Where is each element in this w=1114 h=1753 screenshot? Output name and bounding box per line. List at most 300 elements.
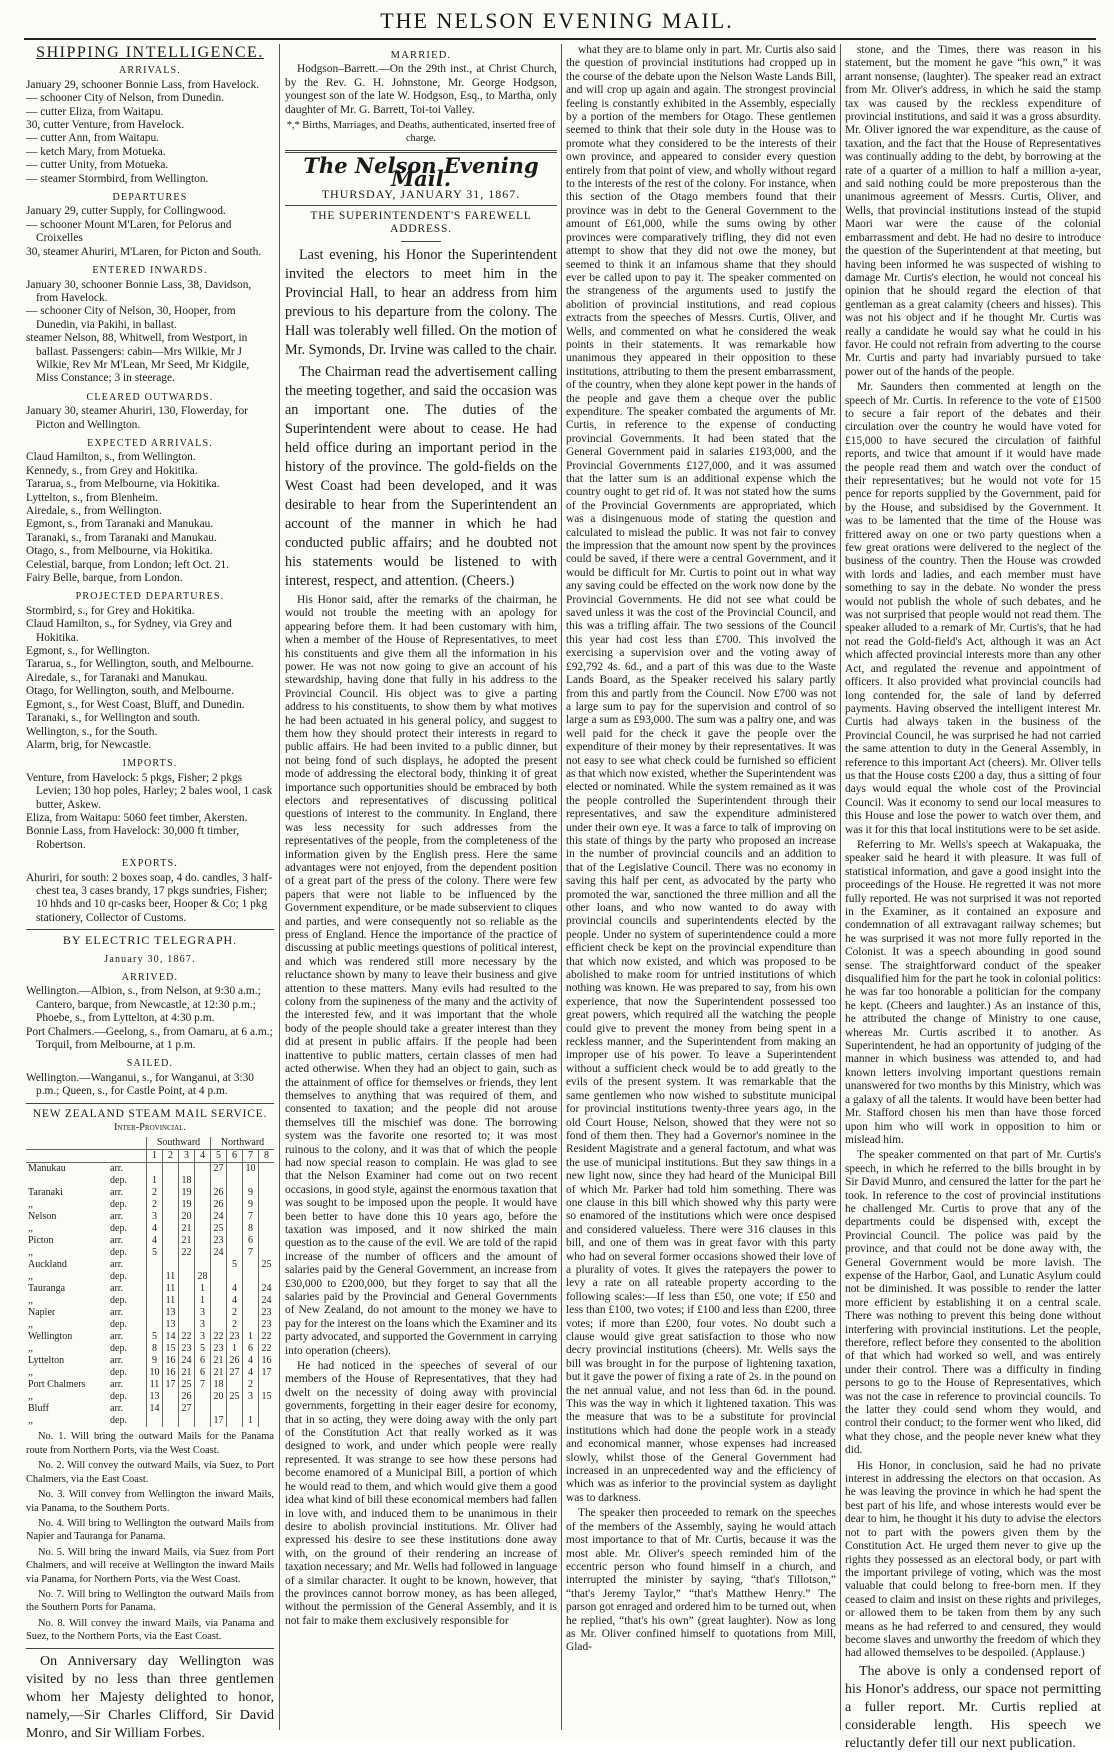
port-direction: arr. xyxy=(110,1259,124,1271)
timetable-cell xyxy=(243,1271,259,1283)
port-direction: dep. xyxy=(110,1343,127,1355)
list-item: Claud Hamilton, s., from Wellington. xyxy=(26,451,196,464)
timetable-cell: 4 xyxy=(147,1235,163,1247)
list-item: Taranaki, s., from Taranaki and Manukau. xyxy=(26,531,217,544)
list-item: — cutter Unity, from Motueka. xyxy=(26,159,169,172)
port-name: Auckland xyxy=(28,1259,67,1271)
port-direction: arr. xyxy=(110,1187,124,1199)
timetable-cell xyxy=(259,1403,275,1415)
timetable-cell: 8 xyxy=(243,1223,259,1235)
column-1 xyxy=(26,44,274,1741)
timetable-cell xyxy=(211,1175,227,1187)
timetable-cell: 1 xyxy=(147,1175,163,1187)
timetable-cell: 26 xyxy=(211,1187,227,1199)
timetable-cell: 4 xyxy=(243,1355,259,1367)
timetable-cell xyxy=(211,1259,227,1271)
timetable-cell xyxy=(259,1271,275,1283)
timetable-cell xyxy=(259,1187,275,1199)
timetable-cell xyxy=(259,1379,275,1391)
timetable-row xyxy=(26,1271,274,1283)
paragraph: The Chairman read the advertisement calling the meeting together, and said the occasion was an important one. The duties of the Superintendent were about to cease. He had held office during an important period in the history of the province. The gold-fields on the West Coast had been developed, and it was desirable to hear from the Superintendent an account of the manner in which he had conducted public affairs; and he doubted not his statements would be listened to with interest, respect, and attention. (Cheers.) xyxy=(285,363,557,589)
entered-heading: ENTERED INWARDS. xyxy=(92,265,208,277)
timetable-cell: 15 xyxy=(259,1391,275,1403)
cleared-heading: CLEARED OUTWARDS. xyxy=(86,391,214,403)
port-direction: dep. xyxy=(110,1391,127,1403)
list-item: — cutter Eliza, from Waitapu. xyxy=(26,105,164,118)
timetable-cell: 25 xyxy=(211,1223,227,1235)
exports-heading: EXPORTS. xyxy=(122,858,178,870)
timetable-cell: 19 xyxy=(179,1199,195,1211)
masthead: THE NELSON EVENING MAIL. xyxy=(380,8,734,33)
list-item: Otago, s., from Melbourne, via Hokitika. xyxy=(26,545,213,558)
exports-list xyxy=(26,872,274,926)
timetable-row xyxy=(26,1343,274,1355)
list-item: Celestial, barque, from London; left Oct. 21. xyxy=(26,558,230,571)
port-name: ,, xyxy=(28,1367,33,1379)
timetable-row xyxy=(26,1199,274,1211)
list-item: Bonnie Lass, from Havelock: 30,000 ft timber, Robertson. xyxy=(26,825,240,851)
column-divider xyxy=(840,44,841,1730)
timetable-cell xyxy=(259,1247,275,1259)
timetable-cell: 5 xyxy=(147,1331,163,1343)
timetable-row xyxy=(26,1367,274,1379)
timetable-row xyxy=(26,1211,274,1223)
list-item: Airedale, s., from Wellington. xyxy=(26,505,162,517)
timetable-cell: 10 xyxy=(243,1163,259,1176)
timetable-cell: 9 xyxy=(243,1199,259,1211)
timetable-cell: 22 xyxy=(259,1331,275,1343)
timetable-cell xyxy=(163,1187,179,1199)
timetable-cell: 3 xyxy=(195,1319,211,1331)
timetable-cell xyxy=(195,1199,211,1211)
mail-subheading: Inter-Provincial. xyxy=(113,1122,187,1134)
timetable-cell xyxy=(195,1223,211,1235)
port-name: ,, xyxy=(28,1199,33,1211)
arrivals-list xyxy=(26,79,274,186)
timetable-cell xyxy=(147,1283,163,1295)
timetable-cell xyxy=(227,1223,243,1235)
timetable-row xyxy=(26,1331,274,1343)
list-item: January 29, cutter Supply, for Collingwood. xyxy=(26,205,226,218)
article-body-col4 xyxy=(845,44,1101,1661)
timetable-cell xyxy=(195,1163,211,1176)
port-name: Nelson xyxy=(28,1211,57,1223)
timetable-cell xyxy=(211,1319,227,1331)
timetable-row xyxy=(26,1163,274,1176)
port-name: ,, xyxy=(28,1223,33,1235)
timetable-row xyxy=(26,1379,274,1391)
timetable-cell: 15 xyxy=(163,1343,179,1355)
port-name: Wellington xyxy=(28,1331,73,1343)
port-name: Taranaki xyxy=(28,1187,63,1199)
cleared-list xyxy=(26,405,274,432)
timetable-cell xyxy=(163,1211,179,1223)
timetable-cell: 2 xyxy=(227,1319,243,1331)
timetable-cell: 5 xyxy=(195,1343,211,1355)
port-name: Port Chalmers xyxy=(28,1379,86,1391)
port-direction: dep. xyxy=(110,1367,127,1379)
list-item: Wellington.—Albion, s., from Nelson, at 9:30 a.m.; Cantero, barque, from Newcastle, at 12:30 p.m.; Phoebe, s., from Lyttelton, at 4:30 p.m. xyxy=(26,985,261,1025)
timetable-cell xyxy=(195,1235,211,1247)
timetable-cell: 23 xyxy=(227,1331,243,1343)
port-direction: arr. xyxy=(110,1307,124,1319)
timetable-cell: 1 xyxy=(195,1295,211,1307)
list-item: Egmont, s., for Wellington. xyxy=(26,645,150,658)
timetable-cell xyxy=(227,1187,243,1199)
timetable-cell: 27 xyxy=(179,1403,195,1415)
timetable-cell xyxy=(163,1415,179,1427)
timetable-col-header: 6 xyxy=(227,1150,243,1163)
timetable-cell xyxy=(227,1247,243,1259)
paragraph: what they are to blame only in part. Mr. Curtis also said the question of provincial institutions had cropped up in the course of the debate upon the Nelson Waste Lands Bill, and will crop up again and again. The strongest provincial feeling is constantly exhibited in the Assembly, especially by a portion of the members for Otago. These gentlemen seemed to think that their sole duty in the House was to promote what they considered to be the interests of their own province, and appeared to consider every question entirely from that point of view, and wholly without regard to the interests of the rest of the colony. For instance, when this section of the Otago members found that their province was in debt to the General Government to the amount of £61,000, while the sums owing by other provinces were comparatively trifling, they did not even attempt to show that they did not owe the money, but seemed to think it an infamous shame that they should ever be called upon to pay it. The speaker commented on the strangeness of the arguments used to justify the abolition of provincial institutions, and read copious extracts from the speeches of Messrs. Curtis, Oliver, and Wells, and commented on what he considered the weak points in their statements. It was remarkable how unanimous they appeared in their opposition to these institutions, attributing to them the present embarrassment, of the country, when they alone kept power in the hands of the people and gave them a cheque over the public expenditure. The speaker combated the arguments of Mr. Curtis, in reference to the expense of conducting provincial Governments. It had been stated that the General Government paid in salaries £193,000, and the Provincial Governments £127,000, and it was assumed that the latter sum is an additional expense which the country ought to get rid of. It was not stated how the sums of the Provincial Governments are appropriated, which was a disingenuous mode of stating the question and calculated to mislead the public. It was not fair to convey the impression that the amount now spent by the provinces could be saved, if there were a central Government, and it would be difficult for Mr. Curtis to point out in what way any saving could be effected on the work now done by the Provincial Governments. He did not see what could be saved unless it was the cost of the Provincial Council, and this was a trifling affair. The two sessions of the Council this year had cost less than £700. This involved the exercising a supervision over and the voting away of £92,792 4s. 6d., and a part of this was due to the Waste Lands Board, as the Speaker received his salary partly from this and partly from the Council. Now £700 was not a large sum to pay for the supervision and control of so large a sum as £93,000. The sum was a paltry one, and was well paid for the check it gave the people over the expenditure of their money by their representatives. It was not easy to see what check could be furnished so efficient as that which now existed, whether the Superintendent was elected or nominated. While the system remained as it was the people controlled the Superintendent through their representatives, and saw the expenditure administered under their own eye. It was a farce to talk of improving on this state of things by the party who proposed an increase in the number of provincial councils and an addition to that of the Legislative Council. There was no economy in saving this half per cent, as advocated by the party who promoted the war, sanctioned the three million and all the other loans, and who now wanted to do away with provincial councils and superintendents elected by the people. Under no system of superintendence could a more efficient check be kept on the provincial expenditure than that which now existed, and which was proposed to be abolished to make room for untried institutions of which nothing was known. He was prepared to say, from his own experience, that now the Superintendent possessed too great powers, which required all the watching the people could give to prevent the money from being spent in a reckless manner, and the Superintendent from making an improper use of his power. To leave a Superintendent without a sufficient check would be to add greatly to the evils of the present system. It was remarkable that the same gentlemen who now wished to substitute municipal for provincial institutions twenty-three years ago, in the old Court House, Nelson, showed that they were not so fond of them then. They had a Governor's nominee in the Resident Magistrate and a general factotum, and what was the use of municipal institutions. But they saw things in a new light now, since they had heard of the Municipal Bill of which Mr. Parker had told him something. There was one clause in this bill which showed why this party were so enamored of the institutions which were once despised and considered valueless. There were 316 clauses in this bill, and one of them was in great favor with this party who had on several former occasions showed their love of a plurality of votes. It gives the ratepayers the power to levy a rate on all rateable property according to the following scales:—If less than £50, one vote; if £50 and less than £100, two votes; if £100 and less than £200, three votes; if more than £200, four votes. No doubt such a clause would give great satisfaction to those who now decry provincial institutions (cheers). Mr. Wells says the bill was brought in for the purpose of lightening taxation, but it gave the power of fixing a rate of 2s. in the pound on the net annual value, and not less than 6d. in the pound. This was the way in which it lightened taxation. This was the measure that was to be a substitute for provincial institutions which had done the people work in a steady and economical manner, whose expenses had increased slowly, whilst those of the General Government had increased in an unprecedented way and the efficiency of which was as inferior to the provincial system as daylight was to darkness. xyxy=(566,44,836,1504)
timetable-cell xyxy=(195,1259,211,1271)
timetable-cell xyxy=(179,1259,195,1271)
list-item: — ketch Mary, from Motueka. xyxy=(26,145,166,158)
timetable-cell xyxy=(147,1295,163,1307)
timetable-row xyxy=(26,1223,274,1235)
mail-notes xyxy=(26,1430,274,1643)
timetable-cell: 1 xyxy=(243,1331,259,1343)
port-direction: arr. xyxy=(110,1355,124,1367)
paragraph: No. 4. Will bring to Wellington the outward Mails from Napier and Tauranga for Panama. xyxy=(26,1517,274,1543)
timetable-cell xyxy=(163,1259,179,1271)
timetable-cell: 22 xyxy=(179,1247,195,1259)
port-name: ,, xyxy=(28,1247,33,1259)
timetable-cell: 16 xyxy=(163,1355,179,1367)
timetable-row xyxy=(26,1307,274,1319)
timetable-cell xyxy=(195,1247,211,1259)
port-name: ,, xyxy=(28,1343,33,1355)
timetable-cell: 6 xyxy=(243,1343,259,1355)
paragraph: No. 1. Will bring the outward Mails for the Panama route from Northern Ports, via the West Coast. xyxy=(26,1431,274,1456)
entered-list xyxy=(26,279,274,386)
timetable-cell xyxy=(227,1271,243,1283)
divider xyxy=(26,1648,274,1649)
timetable-cell xyxy=(211,1271,227,1283)
timetable-cell xyxy=(227,1379,243,1391)
timetable-cell xyxy=(211,1283,227,1295)
timetable-cell: 25 xyxy=(227,1391,243,1403)
timetable-cell: 3 xyxy=(243,1391,259,1403)
port-direction: arr. xyxy=(110,1235,124,1247)
timetable-cell xyxy=(259,1235,275,1247)
timetable-cell: 16 xyxy=(259,1355,275,1367)
timetable-cell: 9 xyxy=(243,1187,259,1199)
timetable-cell xyxy=(179,1271,195,1283)
anniversary-note: On Anniversary day Wellington was visited by no less than three gentlemen whom her Majesty delighted to honor, namely,—Sir Charles Clifford, Sir David Monro, and Sir William Forbes. xyxy=(26,1653,274,1741)
telegraph-arrived-list xyxy=(26,985,274,1052)
timetable-row xyxy=(26,1247,274,1259)
timetable-col-header: 7 xyxy=(243,1150,259,1163)
timetable-cell: 4 xyxy=(147,1223,163,1235)
list-item: Eliza, from Waitapu: 5060 feet timber, Akersten. xyxy=(26,811,248,824)
departures-list xyxy=(26,205,274,259)
timetable-cell: 13 xyxy=(147,1391,163,1403)
timetable-cell xyxy=(147,1319,163,1331)
imports-heading: IMPORTS. xyxy=(122,758,178,770)
timetable-cell: 21 xyxy=(211,1367,227,1379)
timetable-row xyxy=(26,1391,274,1403)
arrivals-heading: ARRIVALS. xyxy=(118,65,182,77)
list-item: — steamer Stormbird, from Wellington. xyxy=(26,172,209,185)
timetable-cell: 25 xyxy=(179,1379,195,1391)
timetable-row xyxy=(26,1283,274,1295)
list-item: Claud Hamilton, s., for Sydney, via Grey and Hokitika. xyxy=(26,618,232,644)
timetable-cell xyxy=(259,1415,275,1427)
shipping-heading: SHIPPING INTELLIGENCE. xyxy=(36,44,264,61)
list-item: — schooner City of Nelson, 30, Hooper, from Dunedin, via Pakihi, in ballast. xyxy=(26,305,236,331)
expected-heading: EXPECTED ARRIVALS. xyxy=(87,437,213,449)
timetable-cell: 27 xyxy=(227,1367,243,1379)
list-item: January 30, steamer Ahuriri, 130, Flowerday, for Picton and Wellington. xyxy=(26,405,248,431)
port-name: ,, xyxy=(28,1271,33,1283)
northward-header: Northward xyxy=(211,1137,275,1150)
timetable-cell xyxy=(243,1283,259,1295)
telegraph-heading: BY ELECTRIC TELEGRAPH. xyxy=(62,933,238,948)
timetable-cell xyxy=(259,1199,275,1211)
timetable-cell xyxy=(179,1163,195,1176)
timetable-cell xyxy=(163,1247,179,1259)
paragraph: Referring to Mr. Wells's speech at Wakapuaka, the speaker said he heard it with pleasure. It was full of statistical information, and gave a good insight into the proceedings of the House. He regretted it was not more fully reported. He was not surprised it was not reported in the Examiner, as it contained an exposure and condemnation of all extravagant railway schemes; but he was surprised it was not more fully reported in the Colonist. It was a speech abounding in good sound sense. The straightforward conduct of the speaker disqualified him for the part he took in colonial politics: he was far too honorable a politician for the company he kept. (Cheers and laughter.) As an instance of this, he attributed the change of Ministry to one cause, whereas Mr. Curtis ascribed it to another. As Superintendent, he had an opportunity of judging of the manner in which business was attended to, and had known letters involving important questions remain unanswered for two months by this Ministry, which was a galaxy of all the talents. It would have been better had Mr. Stafford chosen his men than have those forced upon him who will work in opposition to him or mislead him. xyxy=(845,838,1101,1146)
port-name: ,, xyxy=(28,1415,33,1427)
article-heading: THE SUPERINTENDENT'S FAREWELL ADDRESS. xyxy=(310,210,532,236)
timetable-cell xyxy=(227,1415,243,1427)
timetable-cell: 6 xyxy=(243,1235,259,1247)
timetable-cell xyxy=(211,1307,227,1319)
port-direction: arr. xyxy=(110,1331,124,1343)
list-item: January 29, schooner Bonnie Lass, from Havelock. xyxy=(26,78,260,91)
timetable-cell: 11 xyxy=(163,1271,179,1283)
timetable-row xyxy=(26,1355,274,1367)
column-divider xyxy=(279,44,280,1730)
list-item: Fairy Belle, barque, from London. xyxy=(26,572,183,585)
timetable-cell: 26 xyxy=(179,1391,195,1403)
column-2 xyxy=(285,44,557,1730)
timetable-row xyxy=(26,1259,274,1271)
timetable-cell: 21 xyxy=(179,1235,195,1247)
timetable-cell: 3 xyxy=(195,1331,211,1343)
timetable-cell: 2 xyxy=(147,1199,163,1211)
port-name: Lyttelton xyxy=(28,1355,65,1367)
port-direction: dep. xyxy=(110,1415,127,1427)
timetable-cell: 20 xyxy=(179,1211,195,1223)
timetable-cell xyxy=(243,1259,259,1271)
timetable-cell: 2 xyxy=(147,1187,163,1199)
divider xyxy=(285,205,557,206)
timetable-cell: 13 xyxy=(163,1307,179,1319)
notice-text: *,* Births, Marriages, and Deaths, authenticated, inserted free of charge. xyxy=(286,120,556,145)
timetable-cell xyxy=(195,1187,211,1199)
article-body-col3 xyxy=(566,44,836,1655)
list-item: Taranaki, s., for Wellington and south. xyxy=(26,712,201,725)
list-item: Wellington, s., for the South. xyxy=(26,725,158,738)
port-name: Picton xyxy=(28,1235,54,1247)
departures-heading: DEPARTURES xyxy=(112,192,188,204)
list-item: Kennedy, s., from Grey and Hokitika. xyxy=(26,464,198,477)
timetable-col-header: 3 xyxy=(179,1150,195,1163)
timetable-cell: 7 xyxy=(243,1211,259,1223)
port-direction: dep. xyxy=(110,1271,127,1283)
list-item: Tararua, s., from Melbourne, via Hokitika. xyxy=(26,478,220,491)
timetable-cell: 10 xyxy=(147,1367,163,1379)
timetable-cell xyxy=(179,1295,195,1307)
timetable-cell xyxy=(147,1307,163,1319)
list-item: Egmont, s., from Taranaki and Manukau. xyxy=(26,518,214,531)
timetable-col-header: 5 xyxy=(211,1150,227,1163)
timetable-cell: 23 xyxy=(259,1319,275,1331)
timetable-cell xyxy=(243,1175,259,1187)
list-item: 30, cutter Venture, from Havelock. xyxy=(26,119,185,132)
timetable-cell: 2 xyxy=(243,1379,259,1391)
list-item: January 30, schooner Bonnie Lass, 38, Davidson, from Havelock. xyxy=(26,278,252,304)
list-item: Stormbird, s., for Grey and Hokitika. xyxy=(26,604,195,617)
paragraph: stone, and the Times, there was reason in his statement, but the moment he gave “his own,” it was arrant nonsense, (laughter). The speaker read an extract from Mr. Oliver's address, in which he said the stamp tax was caused by the reckless expenditure of provincial institutions, and said it was a gross absurdity. Mr. Oliver ignored the war expenditure, as the cause of taxation, and the fact that the House of Representatives was continually adding to the debt, by borrowing at the rate of a quarter of a million to half a million a-year, and said nothing could be more preposterous than the unanimous agreement of Messrs. Curtis, Oliver, and Wells, that provincial institutions instead of the stupid Maori war were the cause of the colonial embarrassment and debt. He had no desire to introduce the question of the Superintendent at that meeting, but having been informed he was suspected of wishing to damage Mr. Curtis's election, he would not conceal his opinion that he should regard the election of that gentleman as a great calamity (cheers and hisses). This was not his object and if he thought Mr. Curtis was really a candidate he would say what he could in his favor. He could not refrain from adverting to the course Mr. Curtis and party had invariably pursued to take power out of the hands of the people. xyxy=(845,44,1101,378)
timetable-cell: 23 xyxy=(179,1343,195,1355)
timetable-cell: 7 xyxy=(243,1247,259,1259)
list-item: steamer Nelson, 88, Whitwell, from Westport, in ballast. Passengers: cabin—Mrs Wilkie, Mr J Wilkie, Rev Mr M'Lean, Mr Seed, Mr Kidgile, Miss Constance; 3 in steerage. xyxy=(26,332,250,385)
married-text: Hodgson–Barrett.—On the 29th inst., at Christ Church, by the Rev. G. H. Johnstone, Mr. George Hodgson, youngest son of the late W. Hodgson, Esq., to Martha, only daughter of Mr. G. Barrett, Toi-toi Valley. xyxy=(285,63,557,116)
timetable-cell xyxy=(195,1175,211,1187)
port-name: ,, xyxy=(28,1319,33,1331)
timetable-cell xyxy=(259,1163,275,1176)
paragraph: The speaker commented on that part of Mr. Curtis's speech, in which he referred to the bills brought in by Sir David Munro, and censured the latter for the part he took. In reference to the cost of provincial institutions he challenged Mr. Curtis to prove that any of the departments could be dispensed with, except the Provincial Council. The police was paid by the province, and that could not be done away with, the General Government would be more lavish. The expense of the Harbor, Gaol, and Lunatic Asylum could not be diminished. It was possible to render the latter more efficient by establishing it on a central scale. There was nothing to prevent this being done without interfering with provincial institutions. Let the people, therefore, reflect before they consented to the abolition of that which had worked so well, and was entirely under their control. There was a difficulty in finding persons to go to the House of Representatives, which was not the case in reference to provincial councils. To the latter they could send whom they would, and control their conduct; to the former went who liked, did what they chose, and the people never knew what they did. xyxy=(845,1149,1101,1457)
timetable-cell xyxy=(195,1415,211,1427)
paragraph: His Honor, in conclusion, said he had no private interest in addressing the electors on that occasion. As he was leaving the province in which he had spent the best part of his life, and whose interests would ever be dear to him, he thought it his duty to advise the electors not to part with the powers given them by the Constitution Act. He urged them never to give up the rights they possessed as an electoral body, or part with the important privilege of voting, which was the most valuable that could belong to free-born men. If they ceased to claim and insist on these rights and privileges, or allowed them to be taken from them by any such means as he had referred to and censured, they would become slaves and unworthy the freedom of which they had allowed themselves to be despoiled. (Applause.) xyxy=(845,1459,1101,1660)
port-direction: arr. xyxy=(110,1403,124,1415)
timetable-cell: 4 xyxy=(243,1367,259,1379)
list-item: — cutter Ann, from Waitapu. xyxy=(26,132,159,145)
timetable-cell xyxy=(163,1223,179,1235)
timetable-cell: 23 xyxy=(211,1235,227,1247)
column-divider xyxy=(561,44,562,1730)
timetable-cell: 17 xyxy=(163,1379,179,1391)
column-4 xyxy=(845,44,1101,1751)
list-item: Wellington.—Wanganui, s., for Wanganui, at 3:30 p.m.; Queen, s., for Castle Point, at 4 p.m. xyxy=(26,1071,254,1098)
list-item: Airedale, s., for Taranaki and Manukau. xyxy=(26,671,208,684)
telegraph-date: January 30, 1867. xyxy=(104,953,196,965)
timetable-row xyxy=(26,1235,274,1247)
port-name: ,, xyxy=(28,1391,33,1403)
timetable-cell: 21 xyxy=(211,1355,227,1367)
married-heading: MARRIED. xyxy=(390,50,452,61)
imports-list xyxy=(26,772,274,852)
timetable-row xyxy=(26,1319,274,1331)
list-item: Port Chalmers.—Geelong, s., from Oamaru, at 6 a.m.; Torquil, from Melbourne, at 1 p.m. xyxy=(26,1025,273,1052)
timetable-cell: 4 xyxy=(227,1295,243,1307)
timetable-cell: 3 xyxy=(195,1307,211,1319)
telegraph-sailed-heading: SAILED. xyxy=(126,1058,174,1070)
paragraph: No. 2. Will convey the outward Mails, via Suez, to Port Chalmers, via the East Coast. xyxy=(26,1460,274,1485)
port-name xyxy=(26,1175,108,1187)
timetable-cell: 22 xyxy=(259,1343,275,1355)
timetable-cell: 17 xyxy=(211,1415,227,1427)
timetable-cell: 23 xyxy=(211,1343,227,1355)
timetable-cell: 16 xyxy=(163,1367,179,1379)
port-direction: dep. xyxy=(110,1175,127,1187)
list-item: Lyttelton, s., from Blenheim. xyxy=(26,491,158,504)
timetable-cell xyxy=(179,1319,195,1331)
timetable-cell xyxy=(163,1175,179,1187)
timetable-cell: 19 xyxy=(179,1187,195,1199)
timetable-row xyxy=(26,1295,274,1307)
paragraph: No. 7. Will bring to Wellington the outward Mails from the Southern Ports for Panama. xyxy=(26,1588,274,1614)
article-lede xyxy=(285,246,557,591)
list-item: — schooner City of Nelson, from Dunedin. xyxy=(26,92,225,105)
timetable-cell: 11 xyxy=(163,1283,179,1295)
masthead-rule xyxy=(24,38,1096,40)
timetable-cell: 5 xyxy=(227,1259,243,1271)
list-item: Otago, for Wellington, south, and Melbourne. xyxy=(26,685,234,698)
timetable-row xyxy=(26,1415,274,1427)
timetable-cell xyxy=(147,1415,163,1427)
port-name: Napier xyxy=(28,1307,56,1319)
projected-heading: PROJECTED DEPARTURES. xyxy=(75,591,225,603)
timetable-cell xyxy=(211,1403,227,1415)
timetable-cell xyxy=(211,1295,227,1307)
timetable-row xyxy=(26,1175,274,1187)
timetable-cell: 24 xyxy=(259,1283,275,1295)
timetable-cell xyxy=(195,1403,211,1415)
article-body-col2 xyxy=(285,594,557,1628)
timetable-cell: 11 xyxy=(147,1379,163,1391)
timetable-col-header: 2 xyxy=(163,1150,179,1163)
port-direction: arr. xyxy=(110,1211,124,1223)
port-name: Manukau xyxy=(28,1163,66,1175)
timetable-cell xyxy=(227,1163,243,1176)
list-item: Tararua, s., for Wellington, south, and Melbourne. xyxy=(26,658,254,671)
southward-header: Southward xyxy=(147,1137,211,1150)
list-item: Venture, from Havelock: 5 pkgs, Fisher; 2 pkgs Levien; 130 hop poles, Harley; 2 bales wool, 1 cask butter, Askew. xyxy=(26,771,273,811)
paper-title: The Nelson Evening Mail. xyxy=(303,152,539,192)
projected-list xyxy=(26,605,274,752)
timetable-cell: 18 xyxy=(179,1175,195,1187)
timetable-cell: 4 xyxy=(227,1283,243,1295)
timetable-cell xyxy=(243,1307,259,1319)
list-item: Egmont, s., for West Coast, Bluff, and Dunedin. xyxy=(26,698,245,711)
timetable-cell: 11 xyxy=(163,1295,179,1307)
timetable-cell: 27 xyxy=(211,1163,227,1176)
list-item: Alarm, brig, for Newcastle. xyxy=(26,738,152,751)
telegraph-sailed-list xyxy=(26,1072,274,1099)
timetable-cell xyxy=(163,1199,179,1211)
timetable-cell xyxy=(179,1415,195,1427)
timetable-cell xyxy=(243,1403,259,1415)
list-item: Ahuriri, for south: 2 boxes soap, 4 do. candles, 3 half-chest tea, 3 cases brandy, 17 pkgs sundries, Fisher; 10 hhds and 10 qr-casks beer, Hooper & Co; 1 pkg stationery, Collector of Customs. xyxy=(26,871,273,924)
timetable-cell: 8 xyxy=(147,1343,163,1355)
timetable-cell: 28 xyxy=(195,1271,211,1283)
paragraph: He had noticed in the speeches of several of our members of the House of Representatives, that they had dwelt on the necessity of doing away with provincial governments, forgetting in their eager desire for economy, that in so acting, they were doing away with the only part of the Constitution Act that really worked as it was designed to work, and under which people were really represented. It was strange to see how these persons had become enamored of a Municipal Bill, a portion of which he would read to them, and which would give them a good idea what kind of bill these economical members had fallen in love with, and induced them to be unanimous in their desire to abolish provincial institutions. Mr. Oliver had expressed his desire to see these institutions done away with, on the ground of their rendering an increase of taxation necessary; and Mr. Wells had followed in language of a similar character. It ought to be known, however, that the provinces cannot borrow money, as has been alleged, without the permission of the General Assembly, and it is not fair to make them exclusively responsible for xyxy=(285,1360,557,1627)
telegraph-arrived-heading: ARRIVED. xyxy=(121,972,179,983)
divider xyxy=(26,929,274,930)
paragraph: The speaker then proceeded to remark on the speeches of the members of the Assembly, saying he would attach most importance to that of Mr. Curtis, because it was the most able. Mr. Oliver's speech reminded him of the eccentric person who found himself in a church, and interrupted the minister by saying, “that's Tillotson,” “that's Jeremy Taylor,” “that's Matthew Henry.” The parson got enraged and ordered him to be turned out, when he replied, “that's his own” (great laughter). Now as long as Mr. Oliver confined himself to quotations from Mill, Glad- xyxy=(566,1507,836,1654)
timetable-cell xyxy=(227,1235,243,1247)
timetable-cell: 26 xyxy=(227,1355,243,1367)
timetable-cell xyxy=(147,1271,163,1283)
timetable-cell xyxy=(195,1391,211,1403)
mail-heading: NEW ZEALAND STEAM MAIL SERVICE. xyxy=(32,1107,268,1120)
port-direction: dep. xyxy=(110,1247,127,1259)
timetable-cell: 24 xyxy=(211,1211,227,1223)
paragraph: No. 3. Will convey from Wellington the inward Mails, via Panama, to the Southern Ports. xyxy=(26,1489,274,1514)
paragraph: Mr. Saunders then commented at length on the speech of Mr. Curtis. In reference to the vote of £1500 to secure a fair report of the debates and their circulation over the country he would have voted for £15,000 to have secured the circulation of faithful reports, and twice that amount if it would have made the people read them and watch over the conduct of their representatives; but he would not vote for 15 pence for reports supplied by the Government, paid for by the House, and subsidised by the Government. It was to be lamented that the time of the House was frittered away on one or two party questions when a few great orations were delivered to the neglect of the business of the country. Then the House was crowded with lords and ladies, and each member must have something to say in the debate. No wonder the press would not publish the whole of such debates, and he was not surprised that people would not read them. The speaker alluded to a remark of Mr. Curtis's, that he had not read the Gold-field's Act, although it was an Act which affected provincial interests more than any other Act, and regulated the revenue and appointment of officers. It also provided what provincial councils had long contended for, the sale of land by deferred payments. Having observed the intelligent interest Mr. Curtis had always taken in the business of the Provincial Council, he was surprised he had not carried the same attention to duty in the General Assembly, in reference to this important Act (cheers). Mr. Oliver tells us that the House costs £200 a day, thus a sitting of four days would equal the whole cost of the Provincial Council. Was it economy to send our local measures to this House and lose the power to watch over them, and was it for this that local institutions were to be set aside. xyxy=(845,381,1101,836)
paragraph: Last evening, his Honor the Superintendent invited the electors to meet him in the Provincial Hall, to hear an address from him previous to his departure from the colony. The Hall was tolerably well filled. On the motion of Mr. Symonds, Dr. Irvine was called to the chair. xyxy=(285,246,557,358)
timetable-cell: 22 xyxy=(211,1331,227,1343)
timetable-cell: 9 xyxy=(147,1355,163,1367)
timetable-cell xyxy=(147,1163,163,1176)
port-direction: dep. xyxy=(110,1199,127,1211)
timetable-cell: 20 xyxy=(211,1391,227,1403)
timetable-row xyxy=(26,1403,274,1415)
